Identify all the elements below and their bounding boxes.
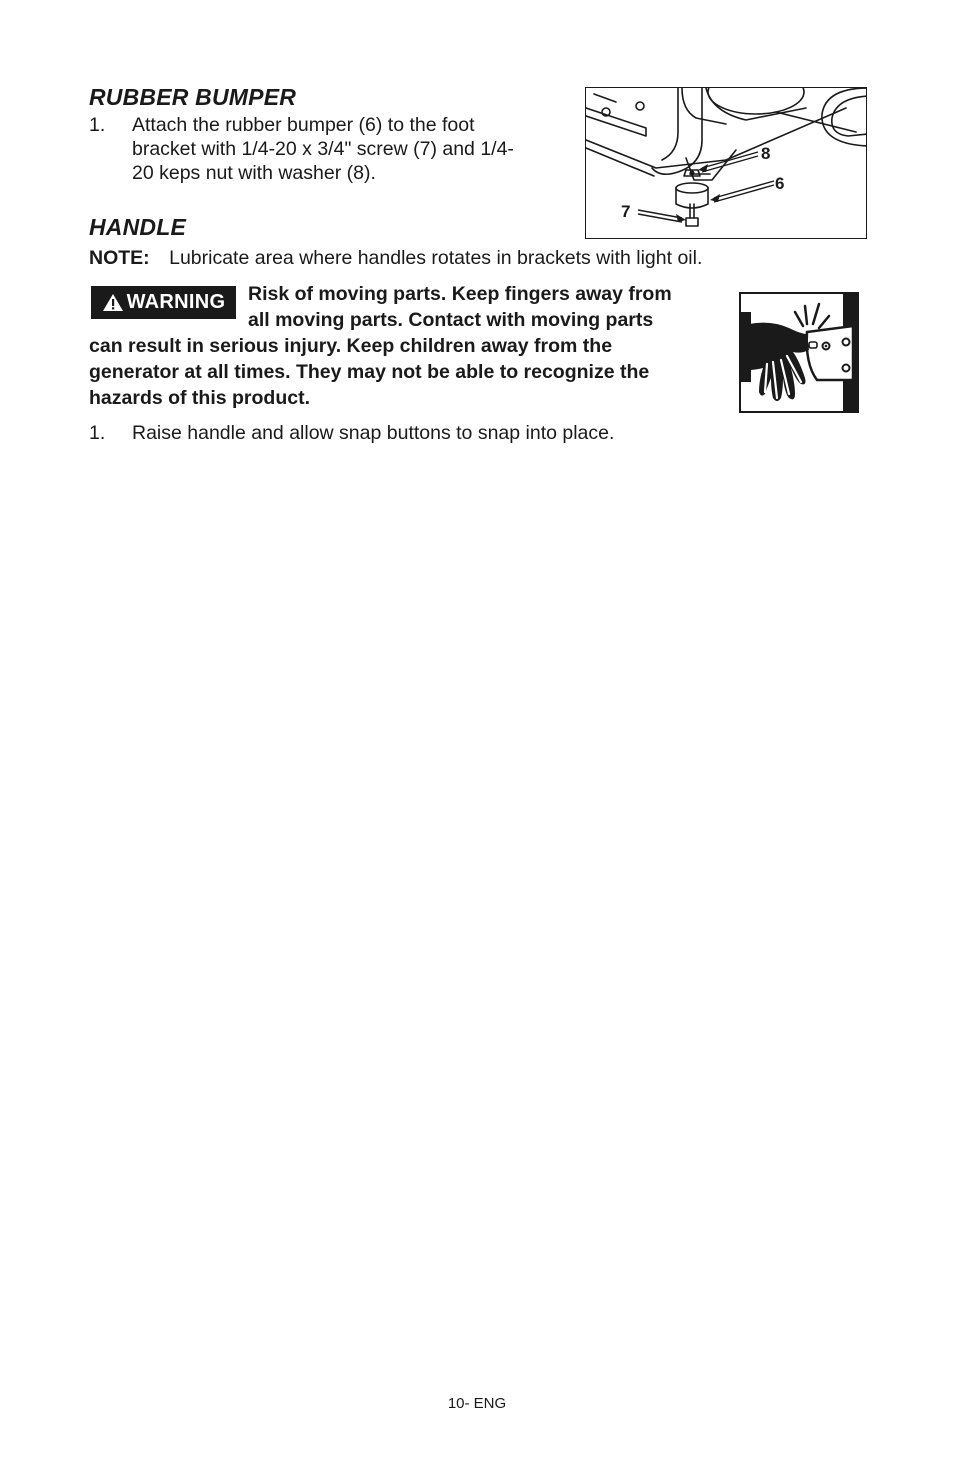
warning-badge: [91, 286, 236, 319]
hand-entanglement-icon: [741, 294, 857, 411]
rubber-bumper-heading: RUBBER BUMPER: [89, 84, 297, 110]
note-label: NOTE:: [89, 247, 150, 269]
handle-note: [89, 246, 702, 270]
callout-6: 6: [775, 174, 785, 193]
warning-line: all moving parts. Contact with moving parts: [248, 309, 654, 331]
callout-8: 8: [761, 144, 771, 163]
rubber-bumper-figure: [585, 87, 867, 239]
step-line: Attach the rubber bumper (6) to the foot: [132, 114, 475, 136]
warning-line: generator at all times. They may not be able to recognize the: [89, 361, 650, 383]
note-text: Lubricate area where handles rotates in brackets with light oil.: [169, 247, 703, 269]
moving-parts-pictogram: [739, 292, 859, 413]
warning-triangle-icon: [102, 293, 124, 312]
step-text: Raise handle and allow snap buttons to snap into place.: [132, 422, 615, 444]
warning-line: Risk of moving parts. Keep fingers away from: [248, 283, 672, 305]
page-number: 10- ENG: [447, 1395, 507, 1412]
warning-line: hazards of this product.: [89, 387, 311, 409]
warning-label: WARNING: [126, 291, 226, 313]
handle-heading: HANDLE: [89, 214, 187, 240]
step-line: bracket with 1/4-20 x 3/4" screw (7) and 1/4-: [132, 138, 514, 160]
step-number: 1.: [89, 114, 106, 136]
callout-7: 7: [621, 202, 631, 221]
step-number: 1.: [89, 422, 106, 444]
step-line: 20 keps nut with washer (8).: [132, 162, 376, 184]
warning-line: can result in serious injury. Keep children away from the: [89, 335, 613, 357]
